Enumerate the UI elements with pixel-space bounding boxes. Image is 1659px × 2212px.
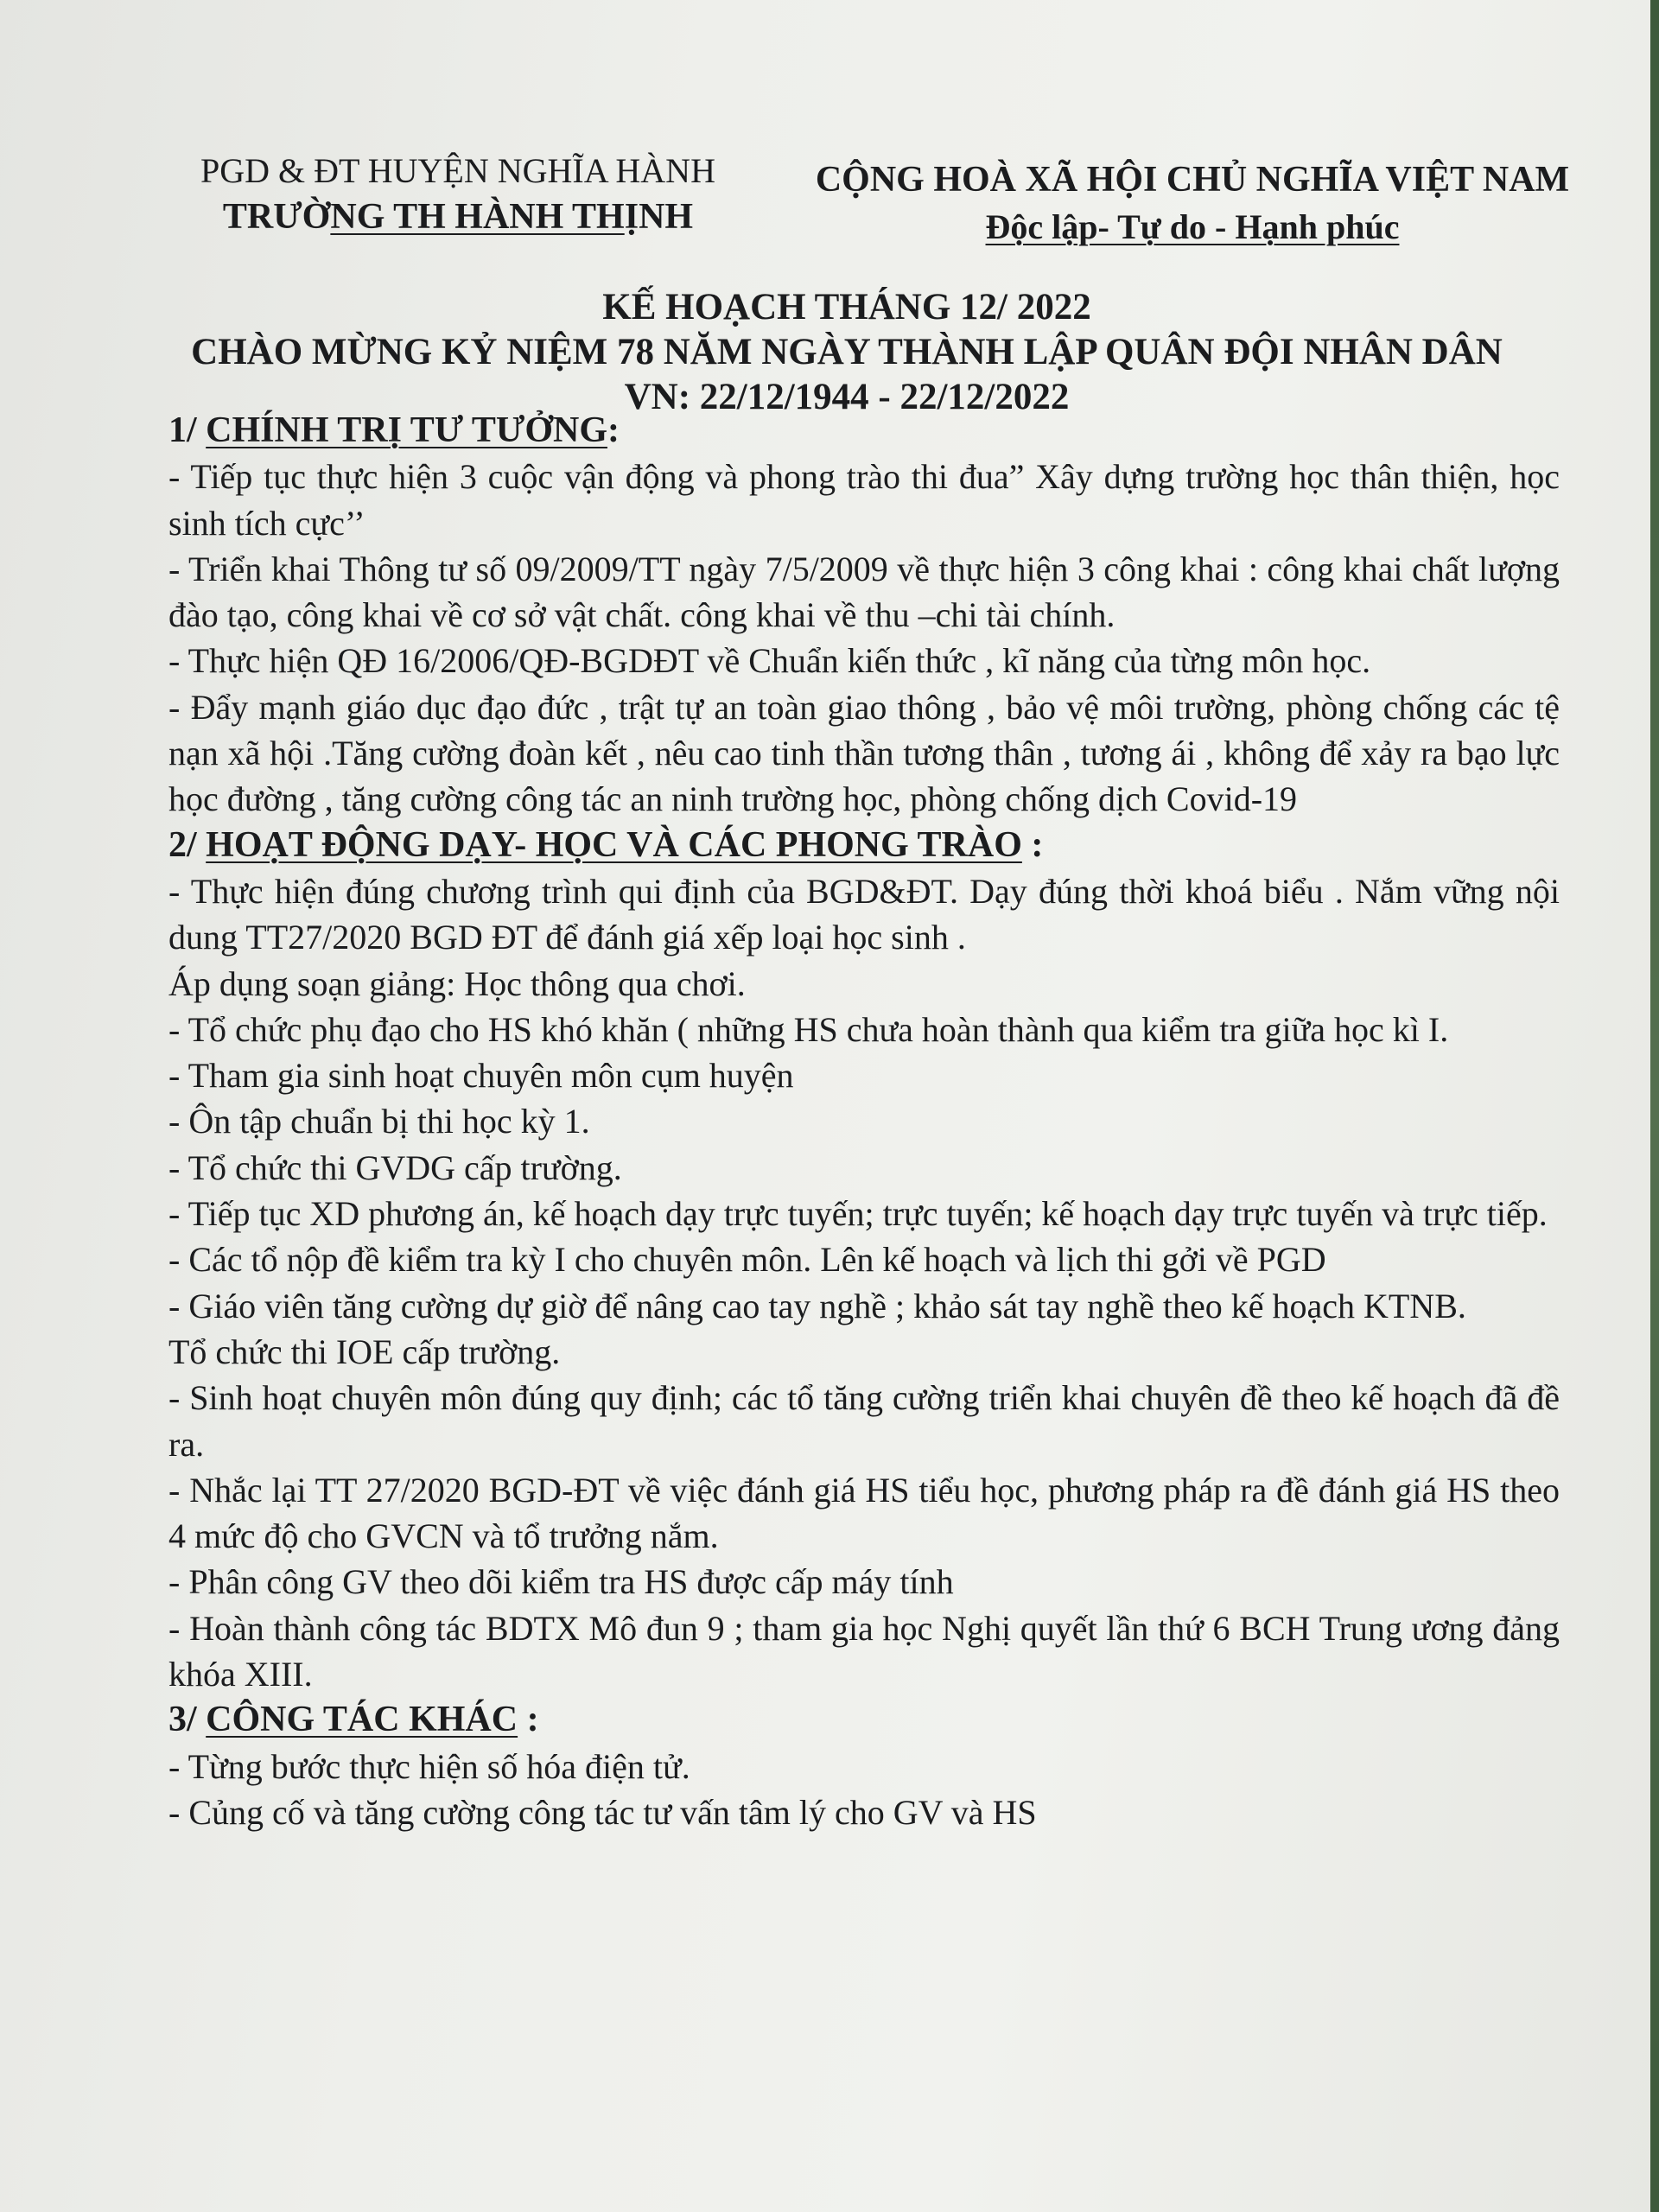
list-item: - Sinh hoạt chuyên môn đúng quy định; các tổ tăng cường triển khai chuyên đề theo kế hoạch đã đề ra. bbox=[168, 1378, 1560, 1464]
document-body bbox=[168, 408, 1560, 1835]
school-name-suffix: ỊNH bbox=[624, 197, 694, 237]
list-item: - Thực hiện đúng chương trình qui định của BGD&ĐT. Dạy đúng thời khoá biểu . Nắm vững nội dung TT27/2020 BGD ĐT để đánh giá xếp loại học sinh . bbox=[168, 871, 1560, 957]
list-item: - Thực hiện QĐ 16/2006/QĐ-BGDĐT về Chuẩn kiến thức , kĩ năng của từng môn học. bbox=[168, 641, 1371, 681]
title-line-1: KẾ HOẠCH THÁNG 12/ 2022 bbox=[602, 287, 1091, 327]
list-item: - Từng bước thực hiện số hóa điện tử. bbox=[168, 1746, 690, 1786]
list-item: - Tiếp tục XD phương án, kế hoạch dạy trực tuyến; trực tuyến; kế hoạch dạy trực tuyến và trực tiếp. bbox=[168, 1194, 1548, 1234]
list-item: - Ôn tập chuẩn bị thi học kỳ 1. bbox=[168, 1102, 590, 1141]
list-item: - Tham gia sinh hoạt chuyên môn cụm huyện bbox=[168, 1056, 794, 1096]
section-heading-1: 1/ CHÍNH TRỊ TƯ TƯỞNG: bbox=[168, 410, 620, 450]
agency-name: PGD & ĐT HUYỆN NGHĨA HÀNH bbox=[200, 151, 715, 190]
list-item: - Tổ chức thi GVDG cấp trường. bbox=[168, 1147, 622, 1187]
nation-name: CỘNG HOÀ XÃ HỘI CHỦ NGHĨA VIỆT NAM bbox=[815, 160, 1570, 200]
school-name-underlined: NG TH HÀNH TH bbox=[330, 197, 625, 237]
list-item: Áp dụng soạn giảng: Học thông qua chơi. bbox=[168, 963, 746, 1003]
title-line-2: CHÀO MỪNG KỶ NIỆM 78 NĂM NGÀY THÀNH LẬP QUÂN ĐỘI NHÂN DÂN bbox=[191, 332, 1503, 372]
list-item: - Củng cố và tăng cường công tác tư vấn tâm lý cho GV và HS bbox=[168, 1792, 1037, 1832]
national-motto-block bbox=[760, 156, 1624, 251]
list-item: - Giáo viên tăng cường dự giờ để nâng cao tay nghề ; khảo sát tay nghề theo kế hoạch KTNB. bbox=[168, 1286, 1466, 1325]
issuing-agency-block bbox=[156, 149, 760, 240]
page-edge-background bbox=[1650, 0, 1659, 2212]
list-item: - Tiếp tục thực hiện 3 cuộc vận động và phong trào thi đua” Xây dựng trường học thân thiện, học sinh tích cực’’ bbox=[168, 457, 1560, 543]
list-item: - Đẩy mạnh giáo dục đạo đức , trật tự an toàn giao thông , bảo vệ môi trường, phòng chống các tệ nạn xã hội .Tăng cường đoàn kết , nêu cao tinh thần tương thân , tương ái , không để xảy ra bạo lực học đường , tăng cường công tác an ninh trường học, phòng chống dịch Covid-19 bbox=[168, 687, 1560, 819]
list-item: - Phân công GV theo dõi kiểm tra HS được cấp máy tính bbox=[168, 1562, 954, 1602]
school-name-prefix: TRƯỜ bbox=[222, 197, 331, 237]
list-item: - Các tổ nộp đề kiểm tra kỳ I cho chuyên môn. Lên kế hoạch và lịch thi gởi về PGD bbox=[168, 1240, 1326, 1280]
list-item: - Hoàn thành công tác BDTX Mô đun 9 ; tham gia học Nghị quyết lần thứ 6 BCH Trung ương đảng khóa XIII. bbox=[168, 1608, 1560, 1694]
document-title bbox=[138, 285, 1555, 420]
section-heading-3: 3/ CÔNG TÁC KHÁC : bbox=[168, 1700, 539, 1740]
title-line-3: VN: 22/12/1944 - 22/12/2022 bbox=[624, 377, 1070, 417]
national-motto: Độc lập- Tự do - Hạnh phúc bbox=[985, 207, 1400, 246]
list-item: - Tổ chức phụ đạo cho HS khó khăn ( những HS chưa hoàn thành qua kiểm tra giữa học kì I. bbox=[168, 1009, 1449, 1049]
list-item: - Nhắc lại TT 27/2020 BGD-ĐT về việc đánh giá HS tiểu học, phương pháp ra đề đánh giá HS theo 4 mức độ cho GVCN và tổ trưởng nắm. bbox=[168, 1470, 1560, 1556]
school-name bbox=[156, 194, 760, 240]
section-heading-2: 2/ HOẠT ĐỘNG DẠY- HỌC VÀ CÁC PHONG TRÀO : bbox=[168, 824, 1044, 865]
list-item: Tổ chức thi IOE cấp trường. bbox=[168, 1332, 561, 1371]
list-item: - Triển khai Thông tư số 09/2009/TT ngày 7/5/2009 về thực hiện 3 công khai : công khai chất lượng đào tạo, công khai về cơ sở vật chất. công khai về thu –chi tài chính. bbox=[168, 549, 1560, 635]
